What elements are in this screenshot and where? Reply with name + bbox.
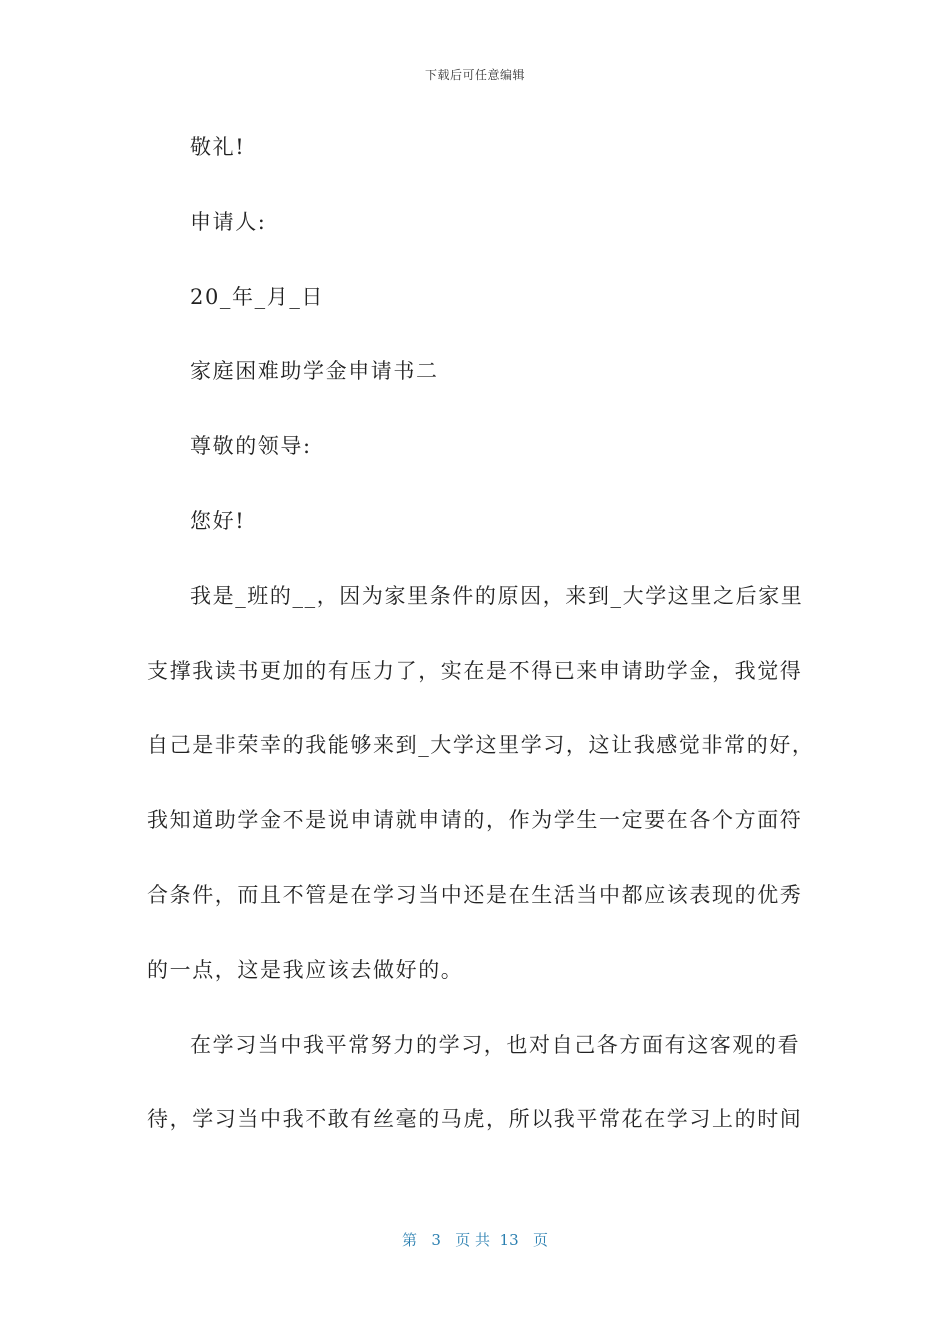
paragraph1-line: 我知道助学金不是说申请就申请的，作为学生一定要在各个方面符 <box>147 808 803 832</box>
paragraph1-line: 自己是非荣幸的我能够来到_大学这里学习，这让我感觉非常的好， <box>147 733 815 757</box>
applicant-line: 申请人: <box>190 210 267 234</box>
page-label-mid: 页 共 <box>455 1231 490 1249</box>
page-header-note: 下载后可任意编辑 <box>424 68 525 82</box>
paragraph1-line: 支撑我读书更加的有压力了，实在是不得已来申请助学金，我觉得 <box>147 659 803 683</box>
paragraph1-line: 合条件，而且不管是在学习当中还是在生活当中都应该表现的优秀 <box>147 883 803 907</box>
current-page-number: 3 <box>431 1231 441 1249</box>
paragraph1-line: 我是_班的__，因为家里条件的原因，来到_大学这里之后家里 <box>190 584 804 608</box>
paragraph2-line: 在学习当中我平常努力的学习，也对自己各方面有这客观的看 <box>190 1033 801 1057</box>
total-pages-number: 13 <box>499 1231 519 1249</box>
paragraph1-line: 的一点，这是我应该去做好的。 <box>147 958 464 982</box>
salutation-line: 尊敬的领导: <box>190 434 312 458</box>
section-title: 家庭困难助学金申请书二 <box>190 359 439 383</box>
page-footer <box>0 1229 950 1250</box>
date-line: 20_年_月_日 <box>190 285 325 309</box>
greeting-line: 您好! <box>190 509 246 533</box>
closing-line: 敬礼! <box>190 135 246 159</box>
paragraph2-line: 待，学习当中我不敢有丝毫的马虎，所以我平常花在学习上的时间 <box>147 1107 803 1131</box>
page-label-prefix: 第 <box>402 1231 418 1249</box>
page-label-suffix: 页 <box>532 1231 548 1249</box>
